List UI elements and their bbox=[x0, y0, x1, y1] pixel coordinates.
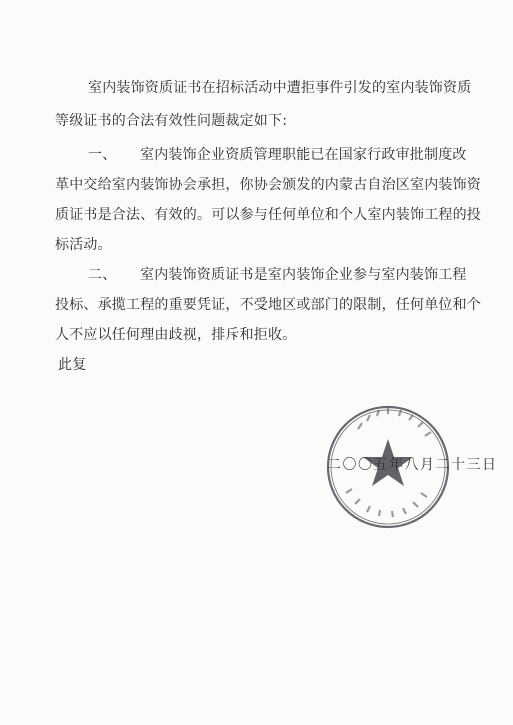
item2-line-1: 室内装饰资质证书是室内装饰企业参与室内装饰工程 bbox=[140, 267, 467, 283]
intro-line-1: 室内装饰资质证书在招标活动中遭拒事件引发的室内装饰资质 bbox=[88, 80, 472, 96]
item1-line-2: 革中交给室内装饰协会承担，你协会颁发的内蒙古自治区室内装饰资 bbox=[55, 177, 481, 193]
intro-line-2: 等级证书的合法有效性问题裁定如下: bbox=[55, 113, 288, 129]
item1-line-1: 室内装饰企业资质管理职能已在国家行政审批制度改 bbox=[140, 147, 467, 163]
signature-date: 二〇〇五年八月二十三日 bbox=[327, 457, 498, 473]
item2-line-3: 人不应以任何理由歧视，排斥和拒收。 bbox=[55, 327, 297, 343]
closing-text: 此复 bbox=[58, 357, 87, 373]
item1-line-3: 质证书是合法、有效的。可以参与任何单位和个人室内装饰工程的投 bbox=[55, 207, 481, 223]
item2-marker: 二、 bbox=[88, 267, 117, 283]
item2-line-2: 投标、承揽工程的重要凭证，不受地区或部门的限制，任何单位和个 bbox=[55, 297, 481, 313]
item1-marker: 一、 bbox=[88, 147, 117, 163]
item1-line-4: 标活动。 bbox=[55, 237, 112, 253]
